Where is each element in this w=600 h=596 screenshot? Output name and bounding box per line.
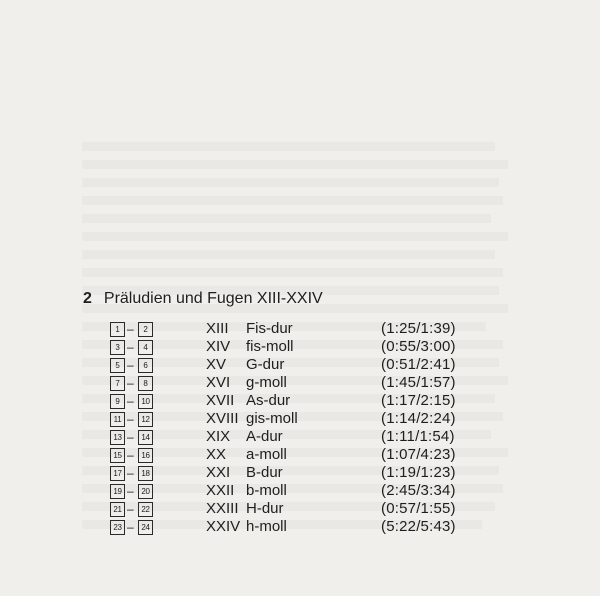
- work-duration: (5:22/5:43): [381, 518, 456, 535]
- track-number-box-end: 6: [138, 358, 153, 373]
- track-row: [110, 410, 490, 428]
- section-heading: [83, 289, 323, 309]
- track-range-dash: –: [127, 376, 134, 390]
- section-number: 2: [83, 290, 92, 307]
- work-key: As-dur: [246, 392, 291, 409]
- track-number-box-start: 17: [110, 466, 125, 481]
- work-roman-numeral: XXII: [206, 482, 235, 499]
- work-duration: (1:17/2:15): [381, 392, 456, 409]
- track-number-box-start: 15: [110, 448, 125, 463]
- track-range-dash: –: [127, 502, 134, 516]
- track-row: [110, 338, 490, 356]
- work-roman-numeral: XV: [206, 356, 227, 373]
- work-key: b-moll: [246, 482, 287, 499]
- work-key: gis-moll: [246, 410, 298, 427]
- work-key: fis-moll: [246, 338, 294, 355]
- show-through-line: [82, 232, 508, 241]
- track-range-dash: –: [127, 466, 134, 480]
- track-row: [110, 320, 490, 338]
- show-through-line: [82, 214, 491, 223]
- track-number-box-start: 9: [110, 394, 125, 409]
- track-range-dash: –: [127, 322, 134, 336]
- track-row: [110, 428, 490, 446]
- track-row: [110, 464, 490, 482]
- work-roman-numeral: XX: [206, 446, 227, 463]
- track-row: [110, 392, 490, 410]
- work-duration: (1:25/1:39): [381, 320, 456, 337]
- track-number-box-end: 2: [138, 322, 153, 337]
- work-key: H-dur: [246, 500, 284, 517]
- track-range-dash: –: [127, 394, 134, 408]
- track-number-box-end: 24: [138, 520, 153, 535]
- show-through-line: [82, 268, 503, 277]
- work-duration: (0:57/1:55): [381, 500, 456, 517]
- track-range-dash: –: [127, 412, 134, 426]
- work-duration: (1:45/1:57): [381, 374, 456, 391]
- work-roman-numeral: XIX: [206, 428, 231, 445]
- work-key: g-moll: [246, 374, 287, 391]
- work-duration: (1:11/1:54): [381, 428, 455, 445]
- section-title: Präludien und Fugen XIII-XXIV: [103, 290, 323, 307]
- track-number-box-start: 11: [110, 412, 125, 427]
- show-through-line: [82, 250, 495, 259]
- work-duration: (0:51/2:41): [381, 356, 456, 373]
- show-through-line: [82, 178, 499, 187]
- track-list: [110, 320, 490, 536]
- track-range-dash: –: [127, 430, 134, 444]
- track-range-dash: –: [127, 340, 134, 354]
- work-duration: (2:45/3:34): [381, 482, 456, 499]
- track-number-box-end: 12: [138, 412, 153, 427]
- track-row: [110, 482, 490, 500]
- work-roman-numeral: XIII: [206, 320, 229, 337]
- show-through-line: [82, 142, 495, 151]
- track-number-box-start: 19: [110, 484, 125, 499]
- track-number-box-start: 1: [110, 322, 125, 337]
- work-roman-numeral: XXI: [206, 464, 231, 481]
- work-key: a-moll: [246, 446, 287, 463]
- track-range-dash: –: [127, 520, 134, 534]
- track-number-box-start: 5: [110, 358, 125, 373]
- track-number-box-end: 4: [138, 340, 153, 355]
- show-through-line: [82, 160, 508, 169]
- work-duration: (1:14/2:24): [381, 410, 456, 427]
- work-roman-numeral: XXIV: [206, 518, 241, 535]
- track-number-box-end: 10: [138, 394, 153, 409]
- work-key: B-dur: [246, 464, 283, 481]
- track-number-box-end: 14: [138, 430, 153, 445]
- track-row: [110, 374, 490, 392]
- track-range-dash: –: [127, 358, 134, 372]
- track-number-box-end: 22: [138, 502, 153, 517]
- track-range-dash: –: [127, 484, 134, 498]
- work-key: A-dur: [246, 428, 283, 445]
- work-roman-numeral: XVIII: [206, 410, 239, 427]
- work-roman-numeral: XVII: [206, 392, 235, 409]
- track-row: [110, 446, 490, 464]
- track-number-box-start: 21: [110, 502, 125, 517]
- work-key: Fis-dur: [246, 320, 293, 337]
- work-roman-numeral: XXIII: [206, 500, 239, 517]
- work-duration: (0:55/3:00): [381, 338, 456, 355]
- show-through-line: [82, 196, 503, 205]
- track-number-box-start: 13: [110, 430, 125, 445]
- work-roman-numeral: XVI: [206, 374, 231, 391]
- work-roman-numeral: XIV: [206, 338, 231, 355]
- work-key: h-moll: [246, 518, 287, 535]
- work-key: G-dur: [246, 356, 285, 373]
- show-through-title-block: [82, 72, 512, 106]
- track-row: [110, 356, 490, 374]
- track-number-box-start: 3: [110, 340, 125, 355]
- track-range-dash: –: [127, 448, 134, 462]
- work-duration: (1:19/1:23): [381, 464, 456, 481]
- track-number-box-end: 20: [138, 484, 153, 499]
- track-row: [110, 500, 490, 518]
- track-number-box-end: 8: [138, 376, 153, 391]
- track-number-box-end: 18: [138, 466, 153, 481]
- track-row: [110, 518, 490, 536]
- track-number-box-end: 16: [138, 448, 153, 463]
- work-duration: (1:07/4:23): [381, 446, 456, 463]
- track-number-box-start: 7: [110, 376, 125, 391]
- track-number-box-start: 23: [110, 520, 125, 535]
